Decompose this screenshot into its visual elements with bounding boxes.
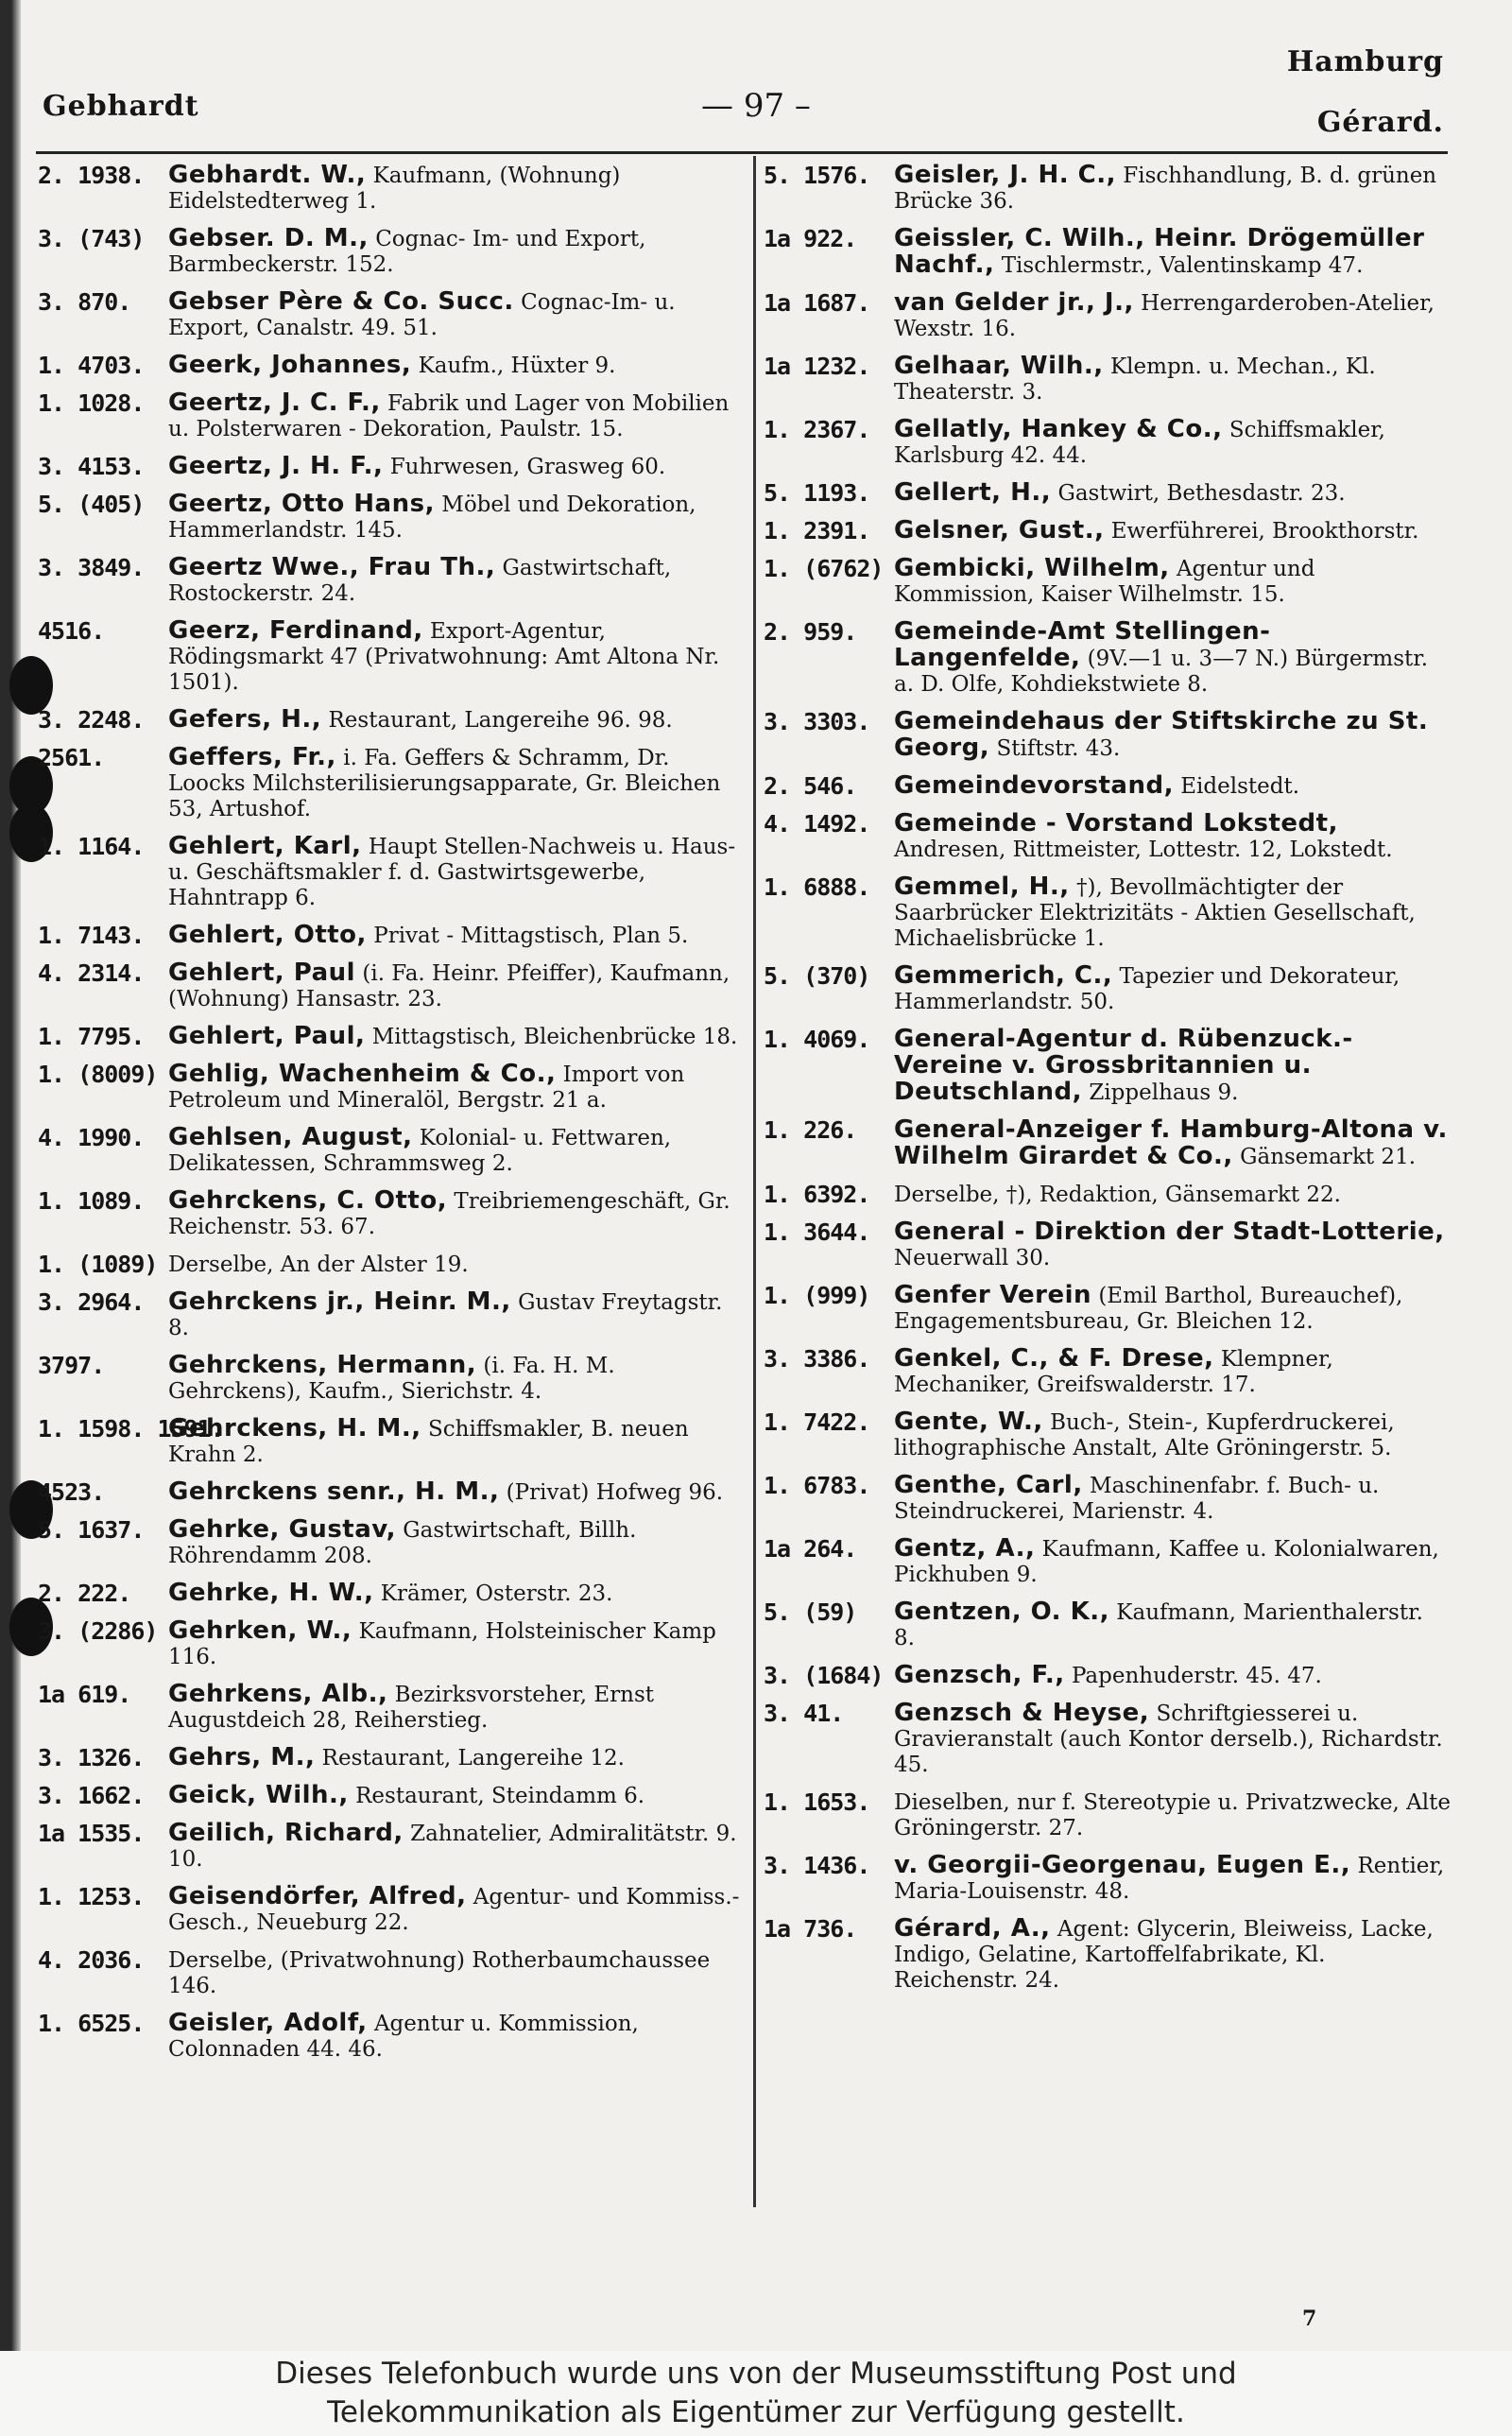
entry-details: Möbel und Dekoration, Hammerlandstr. 145. bbox=[168, 492, 696, 543]
entry-details: Kolonial- u. Fettwaren, Delikatessen, Schrammsweg 2. bbox=[168, 1126, 672, 1176]
entry-phone-number: 1. 1089. bbox=[38, 1187, 145, 1215]
entry-name: Gehlert, Paul, bbox=[168, 1022, 366, 1050]
entry-phone-number: 3. 3849. bbox=[38, 554, 145, 581]
directory-entry bbox=[30, 1024, 744, 1050]
entry-name: Geerz, Ferdinand, bbox=[168, 616, 423, 645]
directory-entry bbox=[30, 163, 744, 215]
directory-entry bbox=[756, 1789, 1451, 1841]
directory-entry bbox=[756, 1663, 1451, 1689]
entry-phone-number: 1. 1164. bbox=[38, 833, 145, 860]
entry-name: Gehrckens, C. Otto, bbox=[168, 1186, 448, 1215]
entry-details: Export-Agentur, Rödingsmarkt 47 (Privatwohnung: Amt Altona Nr. 1501). bbox=[168, 619, 720, 695]
entry-details: Restaurant, Langereihe 12. bbox=[321, 1746, 625, 1771]
entry-phone-number: 3. (1684) bbox=[764, 1662, 884, 1689]
entry-details: (i. Fa. Heinr. Pfeiffer), Kaufmann, (Wohnung) Hansastr. 23. bbox=[168, 961, 730, 1011]
entry-name: Gérard, A., bbox=[894, 1914, 1051, 1943]
entry-phone-number: 3. (2286) bbox=[38, 1617, 158, 1645]
entry-details: Agentur und Kommission, Kaiser Wilhelmstr. 15. bbox=[894, 557, 1315, 607]
directory-entry bbox=[756, 163, 1451, 215]
entry-name: Geisler, Adolf, bbox=[168, 2009, 368, 2037]
directory-entry bbox=[30, 454, 744, 480]
directory-entry bbox=[30, 1618, 744, 1670]
directory-entry bbox=[30, 923, 744, 949]
entry-details: Buch-, Stein-, Kupferdruckerei, lithographische Anstalt, Alte Gröningerstr. 5. bbox=[894, 1410, 1395, 1460]
directory-entry bbox=[30, 390, 744, 442]
entry-name: Gehrken, W., bbox=[168, 1616, 352, 1645]
directory-entry bbox=[30, 618, 744, 696]
entry-name: Gebser Père & Co. Succ. bbox=[168, 287, 514, 316]
entry-phone-number: 1. 226. bbox=[764, 1116, 857, 1144]
directory-entry bbox=[756, 1346, 1451, 1398]
entry-phone-number: 1. 2391. bbox=[764, 517, 870, 544]
directory-entry bbox=[756, 556, 1451, 608]
entry-details: Schriftgiesserei u. Gravieranstalt (auch Kontor derselb.), Richardstr. 45. bbox=[894, 1702, 1443, 1777]
entry-phone-number: 3. 870. bbox=[38, 288, 131, 316]
entry-phone-number: 3797. bbox=[38, 1352, 105, 1379]
entry-phone-number: 3. 1436. bbox=[764, 1852, 870, 1879]
entry-name: Gellert, H., bbox=[894, 478, 1052, 507]
directory-entry bbox=[30, 960, 744, 1012]
page-signature-mark: 7 bbox=[1302, 2306, 1317, 2331]
directory-entry bbox=[30, 492, 744, 544]
entry-name: Gehrckens senr., H. M., bbox=[168, 1477, 500, 1506]
entry-details: Ewerführerei, Brookthorstr. bbox=[1110, 519, 1419, 544]
entry-name: Geilich, Richard, bbox=[168, 1819, 404, 1847]
directory-entry bbox=[756, 963, 1451, 1015]
entry-name: Gentz, A., bbox=[894, 1534, 1036, 1563]
entry-name: Gefers, H., bbox=[168, 705, 322, 734]
directory-entry bbox=[30, 1188, 744, 1240]
directory-entry bbox=[756, 480, 1451, 507]
entry-name: Geertz, J. C. F., bbox=[168, 389, 381, 417]
entry-details: Agentur u. Kommission, Colonnaden 44. 46. bbox=[168, 2012, 639, 2062]
directory-entry bbox=[30, 1125, 744, 1177]
entry-phone-number: 3. 2248. bbox=[38, 706, 145, 734]
entry-phone-number: 1. 4703. bbox=[38, 352, 145, 379]
entry-name: Gehrke, H. W., bbox=[168, 1579, 374, 1607]
directory-entry bbox=[30, 555, 744, 607]
directory-entry bbox=[756, 1701, 1451, 1778]
entry-phone-number: 1. 7422. bbox=[764, 1408, 870, 1436]
entry-phone-number: 1a 736. bbox=[764, 1915, 857, 1943]
directory-entry bbox=[30, 1252, 744, 1278]
page-binding bbox=[0, 0, 21, 2351]
entry-name: Gehlsen, August, bbox=[168, 1123, 413, 1151]
directory-entry bbox=[756, 1853, 1451, 1905]
entry-details: (i. Fa. H. M. Gehrckens), Kaufm., Sierichstr. 4. bbox=[168, 1354, 615, 1404]
directory-entry bbox=[756, 811, 1451, 863]
entry-name: Gemeindevorstand, bbox=[894, 771, 1174, 800]
entry-details: Kaufm., Hüxter 9. bbox=[418, 354, 616, 378]
entry-phone-number: 2. 546. bbox=[764, 772, 857, 800]
entry-name: Gellatly, Hankey & Co., bbox=[894, 415, 1223, 443]
entry-phone-number: 1. 6783. bbox=[764, 1472, 870, 1499]
entry-details: Kaufmann, Holsteinischer Kamp 116. bbox=[168, 1619, 716, 1669]
entry-phone-number: 1. (999) bbox=[764, 1282, 870, 1309]
directory-entry bbox=[30, 1353, 744, 1405]
entry-details: Papenhuderstr. 45. 47. bbox=[1071, 1664, 1322, 1688]
entry-details: Klempner, Mechaniker, Greifswalderstr. 17. bbox=[894, 1347, 1333, 1397]
entry-phone-number: 1a 264. bbox=[764, 1535, 857, 1563]
directory-entry bbox=[30, 707, 744, 734]
entry-details: Herrengarderoben-Atelier, Wexstr. 16. bbox=[894, 291, 1435, 341]
directory-entry bbox=[30, 1062, 744, 1114]
directory-entry bbox=[756, 1283, 1451, 1335]
entry-phone-number: 3. (743) bbox=[38, 225, 145, 252]
entry-details: Restaurant, Steindamm 6. bbox=[355, 1784, 645, 1808]
entry-details: Zippelhaus 9. bbox=[1089, 1080, 1239, 1105]
entry-phone-number: 1. 3644. bbox=[764, 1218, 870, 1246]
footer-line-1: Dieses Telefonbuch wurde uns von der Museumsstiftung Post und bbox=[275, 2357, 1237, 2391]
directory-entry bbox=[756, 354, 1451, 406]
directory-entry bbox=[756, 619, 1451, 698]
entry-phone-number: 4. 1492. bbox=[764, 810, 870, 838]
entry-phone-number: 2. 222. bbox=[38, 1580, 131, 1607]
entry-details: Gustav Freytagstr. 8. bbox=[168, 1290, 723, 1340]
entry-name: Genzsch, F., bbox=[894, 1661, 1065, 1689]
entry-name: Gelhaar, Wilh., bbox=[894, 352, 1104, 380]
directory-entry bbox=[30, 1783, 744, 1809]
entry-phone-number: 2. 959. bbox=[764, 618, 857, 646]
entry-phone-number: 1. (1089) bbox=[38, 1251, 158, 1278]
entry-details: Kaufmann, Kaffee u. Kolonialwaren, Pickhuben 9. bbox=[894, 1537, 1439, 1587]
entry-phone-number: 4516. bbox=[38, 617, 105, 645]
entry-details: Kaufmann, Marienthalerstr. 8. bbox=[894, 1600, 1423, 1650]
directory-entry bbox=[756, 1536, 1451, 1588]
directory-entry bbox=[30, 1682, 744, 1734]
entry-details: Gänsemarkt 21. bbox=[1240, 1145, 1417, 1169]
entry-name: Geisendörfer, Alfred, bbox=[168, 1882, 467, 1910]
entry-name: Geissler, C. Wilh., Heinr. Drögemüller Nachf., bbox=[894, 224, 1425, 279]
entry-name: Gemeindehaus der Stiftskirche zu St. Georg, bbox=[894, 707, 1429, 762]
entry-details: Schiffsmakler, Karlsburg 42. 44. bbox=[894, 418, 1385, 468]
entry-phone-number: 1. 1598. 1591. bbox=[38, 1415, 224, 1443]
entry-phone-number: 5. (59) bbox=[764, 1598, 857, 1626]
entry-details: Haupt Stellen-Nachweis u. Haus- u. Geschäftsmakler f. d. Gastwirtsgewerbe, Hahntrapp 6. bbox=[168, 835, 736, 910]
entry-phone-number: 2561. bbox=[38, 744, 105, 771]
directory-entry bbox=[756, 709, 1451, 762]
entry-details: Restaurant, Langereihe 96. 98. bbox=[328, 708, 673, 733]
directory-entry bbox=[756, 1916, 1451, 1994]
entry-name: Gemmel, H., bbox=[894, 872, 1070, 901]
entry-name: Geertz Wwe., Frau Th., bbox=[168, 553, 496, 581]
entry-name: Gehrckens, H. M., bbox=[168, 1414, 421, 1443]
entry-details: Tapezier und Dekorateur, Hammerlandstr. 50. bbox=[894, 964, 1400, 1014]
right-column bbox=[756, 163, 1451, 2005]
entry-details: Dieselben, nur f. Stereotypie u. Privatzwecke, Alte Gröningerstr. 27. bbox=[894, 1790, 1451, 1840]
entry-name: Genzsch & Heyse, bbox=[894, 1699, 1150, 1727]
directory-entry bbox=[756, 417, 1451, 469]
directory-entry bbox=[756, 1182, 1451, 1208]
entry-name: Gehrckens jr., Heinr. M., bbox=[168, 1287, 511, 1316]
directory-entry bbox=[30, 1289, 744, 1341]
entry-name: Gente, W., bbox=[894, 1408, 1043, 1436]
entry-details: Agentur- und Kommiss.-Gesch., Neueburg 22. bbox=[168, 1885, 740, 1935]
directory-entry bbox=[756, 1473, 1451, 1525]
entry-phone-number: 4. 1990. bbox=[38, 1124, 145, 1151]
entry-name: v. Georgii-Georgenau, Eugen E., bbox=[894, 1851, 1351, 1879]
directory-entry bbox=[756, 518, 1451, 544]
entry-phone-number: 1a 619. bbox=[38, 1681, 131, 1708]
entry-details: i. Fa. Geffers & Schramm, Dr. Loocks Milchsterilisierungsapparate, Gr. Bleichen 53, Artushof. bbox=[168, 746, 721, 821]
entry-phone-number: 3. 3303. bbox=[764, 708, 870, 735]
entry-phone-number: 1a 1232. bbox=[764, 353, 870, 380]
directory-entry bbox=[30, 1479, 744, 1506]
header-right-word: Gérard. bbox=[1316, 106, 1444, 139]
entry-name: Gelsner, Gust., bbox=[894, 516, 1105, 544]
entry-details: Kaufmann, (Wohnung) Eidelstedterweg 1. bbox=[168, 164, 621, 214]
entry-details: Cognac-Im- u. Export, Canalstr. 49. 51. bbox=[168, 290, 676, 340]
entry-name: Gehrckens, Hermann, bbox=[168, 1351, 477, 1379]
entry-phone-number: 3. 2964. bbox=[38, 1288, 145, 1316]
entry-phone-number: 4. 2036. bbox=[38, 1946, 145, 1974]
directory-entry bbox=[30, 745, 744, 822]
entry-details: (Privat) Hofweg 96. bbox=[506, 1480, 724, 1505]
directory-entry bbox=[30, 1947, 744, 1999]
entry-phone-number: 5. 1576. bbox=[764, 162, 870, 189]
footer-note bbox=[0, 2351, 1512, 2436]
entry-phone-number: 1a 922. bbox=[764, 225, 857, 252]
directory-entry bbox=[756, 874, 1451, 952]
footer-line-2: Telekommunikation als Eigentümer zur Verfügung gestellt. bbox=[327, 2395, 1185, 2429]
entry-phone-number: 1. 1028. bbox=[38, 389, 145, 417]
entry-details: Fuhrwesen, Grasweg 60. bbox=[389, 455, 666, 479]
entry-phone-number: 1. 2367. bbox=[764, 416, 870, 443]
entry-phone-number: 4523. bbox=[38, 1478, 105, 1506]
entry-phone-number: 1a 1687. bbox=[764, 289, 870, 317]
header-rule bbox=[36, 151, 1448, 154]
entry-phone-number: 4. 2314. bbox=[38, 959, 145, 987]
entry-phone-number: 3. 1326. bbox=[38, 1744, 145, 1771]
entry-phone-number: 1. 4069. bbox=[764, 1026, 870, 1053]
directory-entry bbox=[756, 1409, 1451, 1461]
entry-name: Gembicki, Wilhelm, bbox=[894, 554, 1170, 582]
directory-entry bbox=[30, 1517, 744, 1569]
entry-phone-number: 5. (405) bbox=[38, 491, 145, 518]
entry-name: Gehlert, Paul bbox=[168, 959, 356, 987]
entry-name: General-Agentur d. Rübenzuck.-Vereine v. Grossbritannien u. Deutschland, bbox=[894, 1025, 1353, 1106]
entry-details: Krämer, Osterstr. 23. bbox=[380, 1581, 613, 1606]
entry-name: Genkel, C., & F. Drese, bbox=[894, 1344, 1214, 1373]
directory-entry bbox=[30, 834, 744, 911]
entry-name: Geerk, Johannes, bbox=[168, 351, 412, 379]
entry-name: Geertz, J. H. F., bbox=[168, 452, 384, 480]
entry-phone-number: 3. 41. bbox=[764, 1700, 844, 1727]
entry-details: Tischlermstr., Valentinskamp 47. bbox=[1001, 253, 1364, 278]
entry-phone-number: 3. 4153. bbox=[38, 453, 145, 480]
entry-details: (Emil Barthol, Bureauchef), Engagementsbureau, Gr. Bleichen 12. bbox=[894, 1284, 1403, 1334]
entry-name: Geisler, J. H. C., bbox=[894, 161, 1116, 189]
entry-name: Gehrke, Gustav, bbox=[168, 1515, 396, 1544]
directory-entry bbox=[756, 1599, 1451, 1651]
entry-details: Eidelstedt. bbox=[1180, 774, 1300, 799]
directory-entry bbox=[756, 226, 1451, 279]
entry-name: Gentzen, O. K., bbox=[894, 1598, 1109, 1626]
entry-details: Andresen, Rittmeister, Lottestr. 12, Lokstedt. bbox=[894, 838, 1393, 862]
directory-entry bbox=[30, 2011, 744, 2063]
directory-entry bbox=[30, 1416, 744, 1468]
entry-phone-number: 5. 1637. bbox=[38, 1516, 145, 1544]
entry-name: General-Anzeiger f. Hamburg-Altona v. Wilhelm Girardet & Co., bbox=[894, 1115, 1448, 1170]
entry-details: Bezirksvorsteher, Ernst Augustdeich 28, Reiherstieg. bbox=[168, 1683, 655, 1733]
entry-name: Gehrkens, Alb., bbox=[168, 1680, 388, 1708]
directory-entry bbox=[30, 1821, 744, 1873]
entry-details: Agent: Glycerin, Bleiweiss, Lacke, Indigo, Gelatine, Kartoffelfabrikate, Kl. Reichenstr. 24. bbox=[894, 1917, 1434, 1993]
entry-details: Zahnatelier, Admiralitätstr. 9. 10. bbox=[168, 1822, 737, 1872]
directory-entry bbox=[756, 290, 1451, 342]
entry-name: Gebser. D. M., bbox=[168, 224, 369, 252]
entry-details: Maschinenfabr. f. Buch- u. Steindruckerei, Marienstr. 4. bbox=[894, 1474, 1380, 1524]
entry-phone-number: 1. (8009) bbox=[38, 1061, 158, 1088]
entry-phone-number: 5. 1193. bbox=[764, 479, 870, 507]
header-city: Hamburg bbox=[1286, 45, 1444, 78]
entry-details: Privat - Mittagstisch, Plan 5. bbox=[373, 924, 689, 948]
directory-entry bbox=[30, 226, 744, 278]
directory-entry bbox=[30, 353, 744, 379]
entry-name: Gemmerich, C., bbox=[894, 961, 1113, 990]
header-page-number: — 97 – bbox=[701, 87, 811, 125]
entry-phone-number: 1. 1253. bbox=[38, 1883, 145, 1910]
entry-phone-number: 1. 1653. bbox=[764, 1788, 870, 1816]
entry-details: Gastwirtschaft, Billh. Röhrendamm 208. bbox=[168, 1518, 637, 1568]
entry-name: General - Direktion der Stadt-Lotterie, bbox=[894, 1218, 1445, 1246]
entry-details: (9V.—1 u. 3—7 N.) Bürgermstr. a. D. Olfe, Kohdiekstwiete 8. bbox=[894, 647, 1429, 697]
entry-details: Neuerwall 30. bbox=[894, 1246, 1051, 1270]
entry-phone-number: 1. 6525. bbox=[38, 2010, 145, 2037]
entry-phone-number: 1. 6888. bbox=[764, 873, 870, 901]
directory-entry bbox=[756, 1027, 1451, 1106]
entry-details: Derselbe, (Privatwohnung) Rotherbaumchaussee 146. bbox=[168, 1948, 711, 1998]
entry-details: Stiftstr. 43. bbox=[996, 736, 1121, 761]
entry-details: †), Bevollmächtigter der Saarbrücker Elektrizitäts - Aktien Gesellschaft, Michaelisbrücke 1. bbox=[894, 875, 1416, 951]
entry-phone-number: 3. 1662. bbox=[38, 1782, 145, 1809]
entry-phone-number: 5. (370) bbox=[764, 962, 870, 990]
entry-details: Derselbe, †), Redaktion, Gänsemarkt 22. bbox=[894, 1183, 1341, 1207]
directory-entry bbox=[30, 289, 744, 341]
entry-details: Import von Petroleum und Mineralöl, Bergstr. 21 a. bbox=[168, 1063, 685, 1113]
entry-name: Gemeinde - Vorstand Lokstedt, bbox=[894, 809, 1338, 838]
entry-details: Treibriemengeschäft, Gr. Reichenstr. 53. 67. bbox=[168, 1189, 730, 1239]
entry-phone-number: 1. 6392. bbox=[764, 1181, 870, 1208]
entry-name: Geertz, Otto Hans, bbox=[168, 490, 435, 518]
header-left-word: Gebhardt bbox=[43, 90, 199, 123]
directory-entry bbox=[756, 773, 1451, 800]
entry-name: Gehrs, M., bbox=[168, 1743, 316, 1771]
directory-entry bbox=[30, 1581, 744, 1607]
entry-name: Genthe, Carl, bbox=[894, 1471, 1083, 1499]
entry-name: Geick, Wilh., bbox=[168, 1781, 349, 1809]
entry-name: Genfer Verein bbox=[894, 1281, 1092, 1309]
entry-phone-number: 3. 3386. bbox=[764, 1345, 870, 1373]
entry-details: Mittagstisch, Bleichenbrücke 18. bbox=[371, 1025, 738, 1049]
entry-details: Gastwirt, Bethesdastr. 23. bbox=[1057, 481, 1346, 506]
directory-entry bbox=[756, 1117, 1451, 1170]
entry-phone-number: 1a 1535. bbox=[38, 1820, 145, 1847]
entry-details: Klempn. u. Mechan., Kl. Theaterstr. 3. bbox=[894, 354, 1376, 405]
entry-name: Gehlig, Wachenheim & Co., bbox=[168, 1060, 557, 1088]
entry-details: Schiffsmakler, B. neuen Krahn 2. bbox=[168, 1417, 689, 1467]
directory-entry bbox=[756, 1219, 1451, 1271]
entry-name: Gemeinde-Amt Stellingen-Langenfelde, bbox=[894, 617, 1271, 672]
entry-name: Geffers, Fr., bbox=[168, 743, 336, 771]
directory-entry bbox=[30, 1884, 744, 1936]
entry-phone-number: 1. (6762) bbox=[764, 555, 884, 582]
left-column bbox=[30, 163, 744, 2074]
entry-details: Fabrik und Lager von Mobilien u. Polsterwaren - Dekoration, Paulstr. 15. bbox=[168, 391, 730, 441]
entry-phone-number: 2. 1938. bbox=[38, 162, 145, 189]
entry-details: Cognac- Im- und Export, Barmbeckerstr. 152. bbox=[168, 227, 646, 277]
entry-name: Gebhardt. W., bbox=[168, 161, 367, 189]
entry-details: Gastwirtschaft, Rostockerstr. 24. bbox=[168, 556, 672, 606]
directory-entry bbox=[30, 1745, 744, 1771]
entry-details: Rentier, Maria-Louisenstr. 48. bbox=[894, 1854, 1445, 1904]
entry-details: Derselbe, An der Alster 19. bbox=[168, 1253, 469, 1277]
entry-phone-number: 1. 7795. bbox=[38, 1023, 145, 1050]
entry-name: Gehlert, Otto, bbox=[168, 921, 367, 949]
entry-name: Gehlert, Karl, bbox=[168, 832, 362, 860]
entry-phone-number: 1. 7143. bbox=[38, 922, 145, 949]
entry-details: Fischhandlung, B. d. grünen Brücke 36. bbox=[894, 164, 1437, 214]
entry-name: van Gelder jr., J., bbox=[894, 288, 1134, 317]
